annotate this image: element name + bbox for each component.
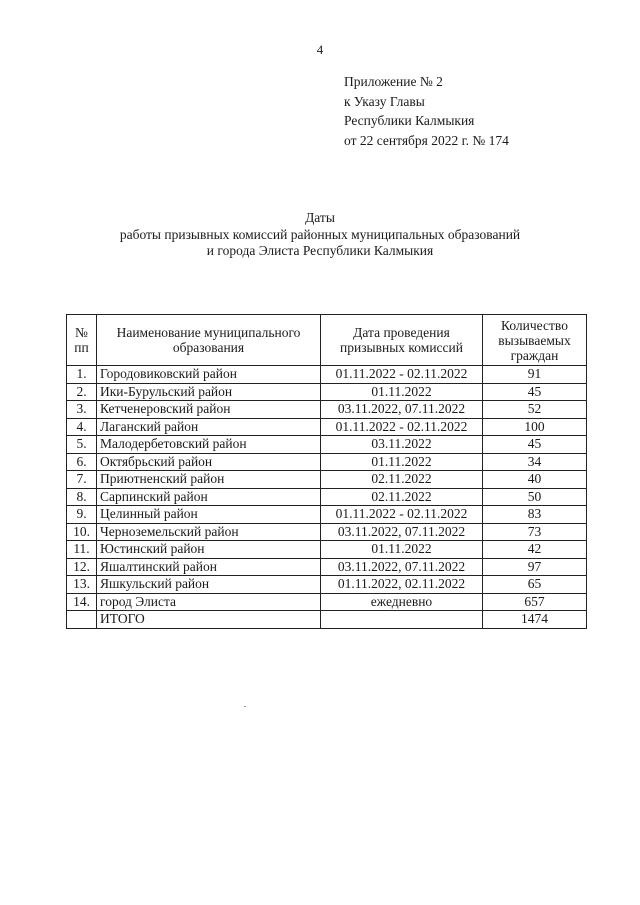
cell-num: 9. <box>67 506 97 524</box>
cell-count: 45 <box>483 383 587 401</box>
title-line: работы призывных комиссий районных муниципальных образований <box>119 226 521 242</box>
cell-num: 12. <box>67 558 97 576</box>
appendix-line: к Указу Главы <box>344 93 425 109</box>
cell-name: Черноземельский район <box>97 523 321 541</box>
cell-date: 01.11.2022 - 02.11.2022 <box>321 418 483 436</box>
cell-date: ежедневно <box>321 593 483 611</box>
cell-count: 83 <box>483 506 587 524</box>
table-row <box>67 523 587 541</box>
cell-date: 01.11.2022 - 02.11.2022 <box>321 506 483 524</box>
cell-num: 13. <box>67 576 97 594</box>
cell-num: 6. <box>67 453 97 471</box>
title-line: и города Элиста Республики Калмыкия <box>206 243 434 258</box>
total-label: ИТОГО <box>97 611 321 629</box>
header-name: Наименование муниципального образования <box>97 315 321 366</box>
title-line: Даты <box>305 210 335 225</box>
cell-date: 01.11.2022 <box>321 541 483 559</box>
cell-name: Малодербетовский район <box>97 436 321 454</box>
table-row <box>67 576 587 594</box>
cell-num: 11. <box>67 541 97 559</box>
cell-count: 45 <box>483 436 587 454</box>
cell-name: Ики-Бурульский район <box>97 383 321 401</box>
cell-name: Октябрьский район <box>97 453 321 471</box>
cell-name: Лаганский район <box>97 418 321 436</box>
table-total-row <box>67 611 587 629</box>
cell-count: 657 <box>483 593 587 611</box>
cell-num: 5. <box>67 436 97 454</box>
cell-name: Приютненский район <box>97 471 321 489</box>
header-date: Дата проведения призывных комиссий <box>321 315 483 366</box>
cell-name: Городовиковский район <box>97 366 321 384</box>
header-num: № пп <box>67 315 97 366</box>
cell-date: 03.11.2022, 07.11.2022 <box>321 401 483 419</box>
cell-num: 1. <box>67 366 97 384</box>
cell-num: 10. <box>67 523 97 541</box>
document-title <box>0 210 640 260</box>
cell-date: 03.11.2022, 07.11.2022 <box>321 558 483 576</box>
scan-speck <box>244 706 246 707</box>
table-row <box>67 366 587 384</box>
table-row <box>67 453 587 471</box>
table-row <box>67 436 587 454</box>
cell-count: 50 <box>483 488 587 506</box>
table-header-row <box>67 315 587 366</box>
appendix-reference <box>344 72 509 150</box>
table-row <box>67 401 587 419</box>
total-date-empty <box>321 611 483 629</box>
table-row <box>67 471 587 489</box>
cell-date: 02.11.2022 <box>321 488 483 506</box>
table-row <box>67 541 587 559</box>
cell-name: Сарпинский район <box>97 488 321 506</box>
total-count: 1474 <box>483 611 587 629</box>
cell-num: 3. <box>67 401 97 419</box>
table-row <box>67 383 587 401</box>
cell-num-empty <box>67 611 97 629</box>
cell-date: 01.11.2022, 02.11.2022 <box>321 576 483 594</box>
table-row <box>67 593 587 611</box>
cell-count: 40 <box>483 471 587 489</box>
cell-count: 52 <box>483 401 587 419</box>
cell-count: 91 <box>483 366 587 384</box>
cell-name: Яшкульский район <box>97 576 321 594</box>
cell-name: Целинный район <box>97 506 321 524</box>
cell-num: 7. <box>67 471 97 489</box>
cell-date: 03.11.2022, 07.11.2022 <box>321 523 483 541</box>
cell-date: 02.11.2022 <box>321 471 483 489</box>
cell-name: Яшалтинский район <box>97 558 321 576</box>
cell-count: 34 <box>483 453 587 471</box>
table-row <box>67 418 587 436</box>
cell-num: 4. <box>67 418 97 436</box>
appendix-line: Республики Калмыкия <box>344 113 475 128</box>
cell-date: 01.11.2022 <box>321 453 483 471</box>
cell-name: Кетченеровский район <box>97 401 321 419</box>
cell-date: 03.11.2022 <box>321 436 483 454</box>
cell-num: 14. <box>67 593 97 611</box>
cell-count: 100 <box>483 418 587 436</box>
appendix-line: от 22 сентября 2022 г. № 174 <box>344 132 509 148</box>
cell-count: 73 <box>483 523 587 541</box>
appendix-line: Приложение № 2 <box>344 74 443 89</box>
page-number: 4 <box>316 42 324 57</box>
cell-num: 2. <box>67 383 97 401</box>
commissions-table <box>66 314 587 629</box>
cell-name: Юстинский район <box>97 541 321 559</box>
cell-count: 65 <box>483 576 587 594</box>
table-row <box>67 488 587 506</box>
cell-name: город Элиста <box>97 593 321 611</box>
header-count: Количество вызываемых граждан <box>483 315 587 366</box>
cell-num: 8. <box>67 488 97 506</box>
cell-date: 01.11.2022 <box>321 383 483 401</box>
cell-count: 42 <box>483 541 587 559</box>
table-row <box>67 506 587 524</box>
cell-count: 97 <box>483 558 587 576</box>
table-row <box>67 558 587 576</box>
cell-date: 01.11.2022 - 02.11.2022 <box>321 366 483 384</box>
